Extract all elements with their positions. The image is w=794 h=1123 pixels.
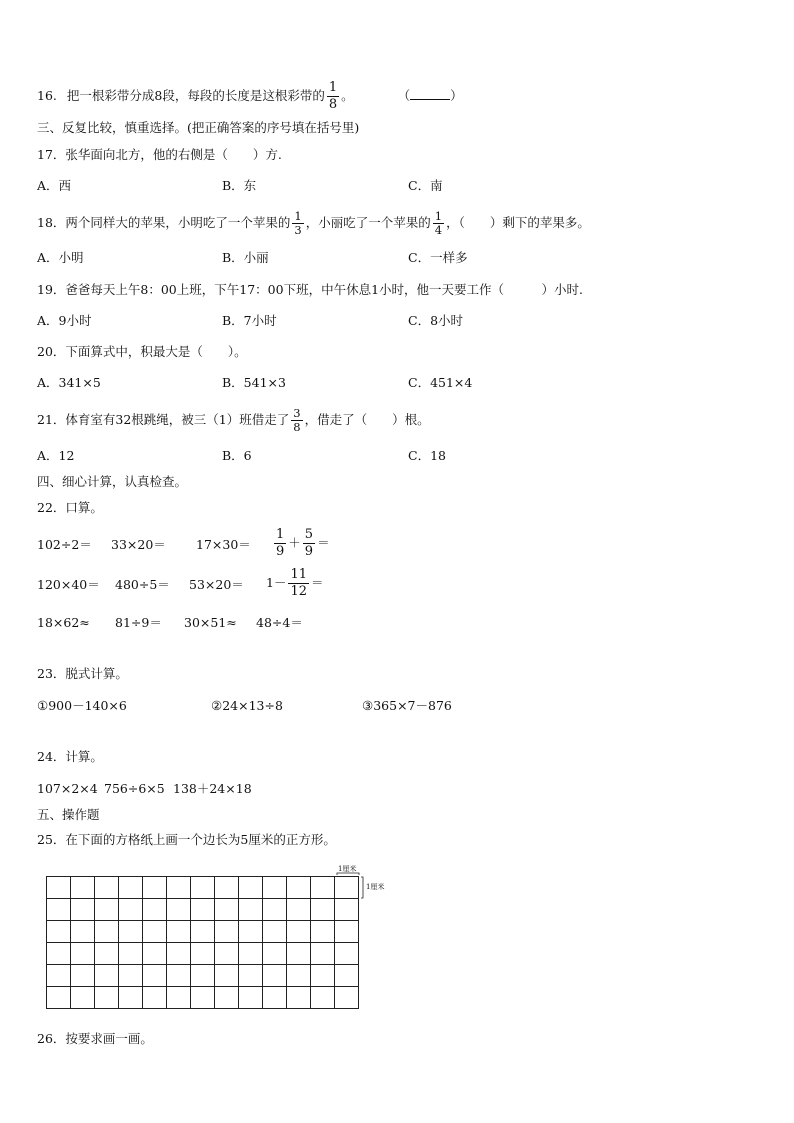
q22-r3-item2: 81÷9＝ [115, 615, 162, 630]
q19-option-b[interactable]: B．7小时 [222, 313, 277, 328]
grid-cell[interactable] [118, 876, 143, 899]
grid-cell[interactable] [190, 986, 215, 1009]
q21-frac-den: 8 [293, 420, 301, 434]
grid-cell[interactable] [238, 920, 263, 943]
q22-r1-item1: 102÷2＝ [37, 537, 92, 552]
grid-cell[interactable] [214, 942, 239, 965]
q22-r2-eq: ＝ [311, 575, 324, 590]
q24-item-3: 138＋24×18 [173, 781, 252, 796]
q16-answer-blank[interactable] [410, 87, 450, 100]
grid-cell[interactable] [46, 942, 71, 965]
unit-bracket-marks [335, 870, 365, 900]
grid-cell[interactable] [262, 986, 287, 1009]
grid-cell[interactable] [70, 920, 95, 943]
q22-r1-f2-den: 9 [304, 544, 314, 559]
grid-cell[interactable] [166, 942, 191, 965]
q18-option-a[interactable]: A．小明 [37, 250, 84, 265]
q25-title: 25．在下面的方格纸上画一个边长为5厘米的正方形。 [37, 832, 336, 847]
q22-r1-item4 [272, 527, 330, 560]
grid-cell[interactable] [94, 876, 119, 899]
grid-cell[interactable] [310, 964, 335, 987]
grid-cell[interactable] [190, 942, 215, 965]
grid-cell[interactable] [46, 986, 71, 1009]
grid-cell[interactable] [46, 876, 71, 899]
q18-text-a: 18．两个同样大的苹果，小明吃了一个苹果的 [37, 215, 291, 230]
grid-cell[interactable] [238, 986, 263, 1009]
q16-answer-paren-close: ） [450, 88, 463, 103]
grid-cell[interactable] [334, 942, 359, 965]
q22-r2-item4 [266, 567, 324, 600]
grid-cell[interactable] [166, 964, 191, 987]
q23-item-3: ③365×7－876 [362, 698, 452, 713]
grid-cell[interactable] [310, 920, 335, 943]
q19-option-c[interactable]: C．8小时 [408, 313, 464, 328]
q20-option-a[interactable]: A．341×5 [37, 375, 101, 390]
grid-cell[interactable] [286, 876, 311, 899]
q22-r1-f2 [303, 527, 315, 560]
grid-cell[interactable] [94, 964, 119, 987]
grid-cell[interactable] [214, 876, 239, 899]
q18-fraction-2 [433, 210, 444, 237]
grid-cell[interactable] [190, 876, 215, 899]
q22-title: 22．口算。 [37, 500, 103, 515]
grid-cell[interactable] [286, 920, 311, 943]
grid-cell[interactable] [118, 986, 143, 1009]
grid-cell[interactable] [334, 920, 359, 943]
q22-r2-f-den: 12 [290, 584, 307, 599]
q21-text-a: 21．体育室有32根跳绳，被三（1）班借走了 [37, 412, 290, 427]
q21-option-b[interactable]: B．6 [222, 448, 252, 463]
grid-cell[interactable] [190, 964, 215, 987]
q22-r1-plus: ＋ [288, 535, 301, 550]
grid-cell[interactable] [262, 876, 287, 899]
grid-cell[interactable] [142, 986, 167, 1009]
q22-r1-item2: 33×20＝ [111, 537, 166, 552]
q18-option-b[interactable]: B．小丽 [222, 250, 269, 265]
q18-f2-den: 4 [434, 223, 443, 237]
grid-cell[interactable] [214, 898, 239, 921]
q16-frac-num: 1 [328, 80, 338, 95]
grid-cell[interactable] [118, 920, 143, 943]
grid-cell[interactable] [262, 964, 287, 987]
q19-option-a[interactable]: A．9小时 [37, 313, 92, 328]
q22-r2-item2: 480÷5＝ [115, 577, 170, 592]
q22-r1-item3: 17×30＝ [196, 537, 251, 552]
grid-cell[interactable] [70, 942, 95, 965]
grid-cell[interactable] [94, 898, 119, 921]
section-4-heading: 四、细心计算，认真检查。 [37, 474, 188, 489]
q22-r2-f-num: 11 [290, 567, 307, 582]
grid-cell[interactable] [70, 986, 95, 1009]
grid-cell[interactable] [70, 898, 95, 921]
q22-r3-item4: 48÷4＝ [256, 615, 303, 630]
q21-option-a[interactable]: A．12 [37, 448, 75, 463]
q18-fraction-1 [292, 210, 303, 237]
q17-option-c[interactable]: C．南 [408, 178, 443, 193]
q23-item-1: ①900－140×6 [37, 698, 127, 713]
q20-option-b[interactable]: B．541×3 [222, 375, 286, 390]
q24-item-1: 107×2×4 [37, 781, 98, 796]
q21-text-b: ，借走了（ ）根。 [304, 412, 430, 427]
question-18 [37, 210, 590, 237]
q18-f2-num: 1 [434, 209, 443, 223]
grid-cell[interactable] [310, 898, 335, 921]
q22-r2-item3: 53×20＝ [189, 577, 244, 592]
grid-cell[interactable] [142, 920, 167, 943]
grid-cell[interactable] [310, 986, 335, 1009]
grid-cell[interactable] [214, 964, 239, 987]
grid-cell[interactable] [334, 964, 359, 987]
grid-cell[interactable] [46, 920, 71, 943]
q23-title: 23．脱式计算。 [37, 666, 128, 681]
unit-label-side: 1厘米 [366, 883, 385, 891]
q22-r2-one: 1－ [266, 575, 287, 590]
q22-r1-eq: ＝ [317, 535, 330, 550]
grid-cell[interactable] [142, 876, 167, 899]
question-19: 19．爸爸每天上午8：00上班，下午17：00下班，中午休息1小时，他一天要工作（ ）小时. [37, 282, 584, 297]
grid-cell[interactable] [238, 942, 263, 965]
grid-cell[interactable] [46, 964, 71, 987]
grid-cell[interactable] [214, 986, 239, 1009]
q23-item-2: ②24×13÷8 [211, 698, 283, 713]
grid-cell[interactable] [142, 898, 167, 921]
grid-cell[interactable] [334, 986, 359, 1009]
q22-r1-f1-num: 1 [276, 527, 285, 542]
q18-f1-num: 1 [294, 209, 302, 223]
q21-option-c[interactable]: C．18 [408, 448, 446, 463]
q18-text-b: ，小丽吃了一个苹果的 [305, 215, 431, 230]
grid-cell[interactable] [118, 898, 143, 921]
grid-cell[interactable] [310, 876, 335, 899]
q24-item-2: 756÷6×5 [104, 781, 165, 796]
q18-f1-den: 3 [294, 223, 302, 237]
grid-cell[interactable] [46, 898, 71, 921]
grid-cell[interactable] [70, 964, 95, 987]
grid-cell[interactable] [190, 920, 215, 943]
grid-cell[interactable] [166, 876, 191, 899]
q22-r1-f2-num: 5 [304, 527, 314, 542]
grid-cell[interactable] [190, 898, 215, 921]
grid-cell[interactable] [118, 964, 143, 987]
grid-cell[interactable] [286, 986, 311, 1009]
q20-option-c[interactable]: C．451×4 [408, 375, 473, 390]
q22-r1-f1 [274, 527, 286, 560]
q22-r1-f1-den: 9 [276, 544, 285, 559]
q22-r2-fraction [288, 567, 309, 600]
grid-cell[interactable] [238, 898, 263, 921]
question-17: 17．张华面向北方，他的右侧是（ ）方. [37, 147, 282, 162]
grid-cell[interactable] [94, 986, 119, 1009]
grid-cell[interactable] [142, 942, 167, 965]
q24-title: 24．计算。 [37, 749, 103, 764]
grid-cell[interactable] [286, 898, 311, 921]
q22-r3-item1: 18×62≈ [37, 615, 90, 630]
q16-answer-paren-open: （ [397, 88, 411, 103]
q16-text: 把一根彩带分成8段，每段的长度是这根彩带的 [66, 88, 325, 103]
q16-text-end: 。 [341, 88, 354, 103]
q18-option-c[interactable]: C．一样多 [408, 250, 468, 265]
grid-cell[interactable] [262, 920, 287, 943]
grid-cell[interactable] [334, 898, 359, 921]
grid-cell[interactable] [238, 964, 263, 987]
question-20: 20．下面算式中，积最大是（ ）。 [37, 344, 247, 359]
square-grid-paper[interactable] [46, 876, 359, 1009]
q16-number: 16. [37, 88, 57, 103]
grid-cell[interactable] [214, 920, 239, 943]
q16-fraction [327, 80, 339, 113]
q22-r2-item1: 120×40＝ [37, 577, 100, 592]
grid-cell[interactable] [310, 942, 335, 965]
grid-cell[interactable] [166, 898, 191, 921]
q21-frac-num: 3 [293, 406, 301, 420]
grid-cell[interactable] [94, 920, 119, 943]
question-16 [37, 80, 463, 113]
grid-cell[interactable] [142, 964, 167, 987]
unit-label-top: 1厘米 [338, 865, 357, 873]
section-5-heading: 五、操作题 [37, 807, 100, 822]
q17-option-b[interactable]: B．东 [222, 178, 257, 193]
grid-cell[interactable] [166, 986, 191, 1009]
grid-cell[interactable] [286, 942, 311, 965]
section-3-heading: 三、反复比较，慎重选择。(把正确答案的序号填在括号里) [37, 120, 360, 135]
grid-cell[interactable] [70, 876, 95, 899]
question-21 [37, 407, 430, 434]
grid-cell[interactable] [238, 876, 263, 899]
grid-cell[interactable] [262, 942, 287, 965]
q21-fraction [291, 407, 302, 434]
q16-frac-den: 8 [328, 97, 338, 112]
grid-cell[interactable] [118, 942, 143, 965]
grid-cell[interactable] [166, 920, 191, 943]
grid-cell[interactable] [94, 942, 119, 965]
q17-option-a[interactable]: A．西 [37, 178, 72, 193]
grid-cell[interactable] [262, 898, 287, 921]
grid-cell[interactable] [286, 964, 311, 987]
q18-text-c: ，（ ）剩下的苹果多。 [446, 215, 590, 230]
q22-r3-item3: 30×51≈ [184, 615, 237, 630]
q26-title: 26．按要求画一画。 [37, 1031, 153, 1046]
